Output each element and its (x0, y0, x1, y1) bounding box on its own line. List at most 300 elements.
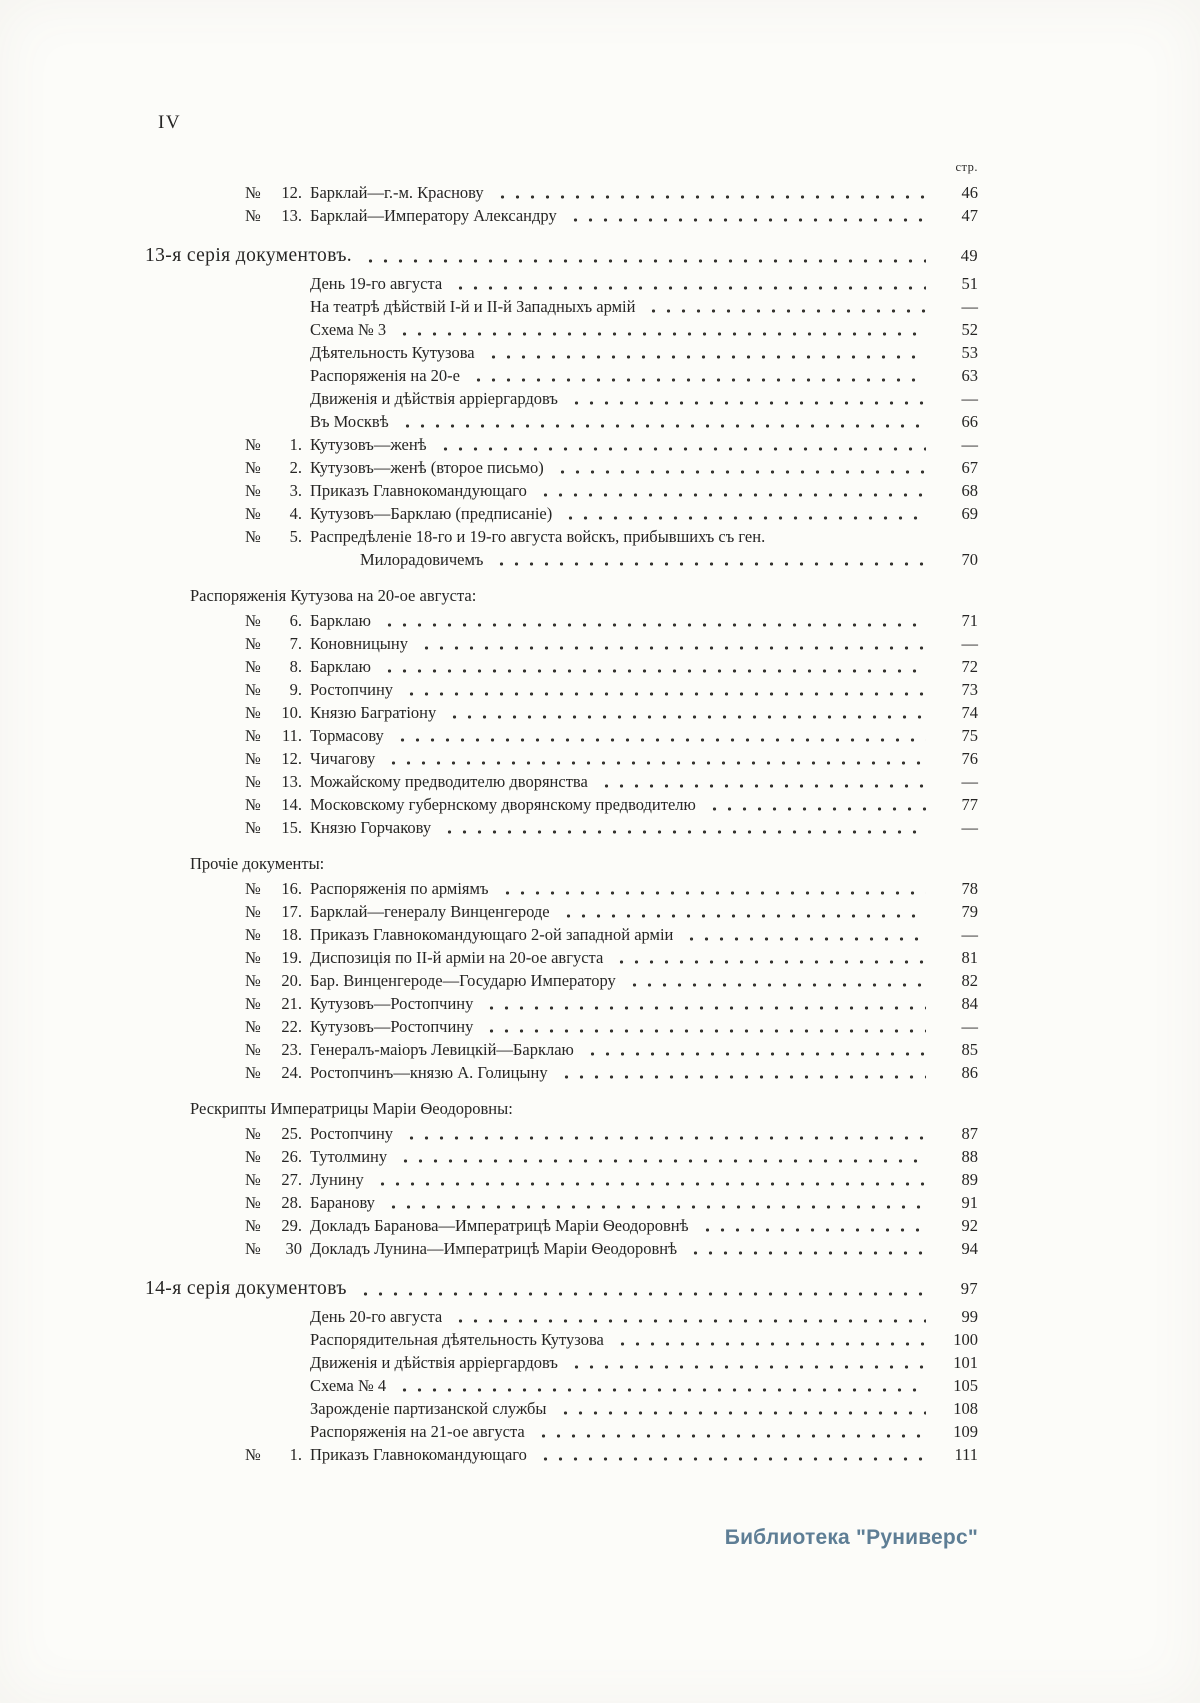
page-number: 49 (960, 246, 978, 265)
toc-entry-row (145, 525, 978, 548)
numero-sign: № (245, 1040, 261, 1059)
toc-entry-row (145, 1015, 978, 1038)
dot-leader (395, 738, 926, 742)
entry-number-value: 19. (281, 948, 302, 967)
toc-entry-row (145, 1214, 978, 1237)
toc-entry-row (145, 724, 978, 747)
toc-entry-row (145, 632, 978, 655)
entry-title-text: Барклаю (310, 611, 371, 630)
page-number: 111 (954, 1445, 978, 1464)
entry-number (245, 1145, 302, 1168)
page-number: 87 (961, 1124, 978, 1143)
entry-number-value: 1. (289, 435, 302, 454)
dot-leader (599, 784, 926, 788)
entry-title-text: Ростопчину (310, 1124, 394, 1143)
entry-title-text: Ростопчинъ—князю А. Голицыну (310, 1063, 548, 1082)
dot-leader (382, 623, 926, 627)
numero-sign: № (245, 749, 261, 768)
toc-entry-row (145, 1168, 978, 1191)
dot-leader (386, 761, 926, 765)
toc-entry-row (145, 1374, 978, 1397)
dot-leader (538, 1457, 926, 1461)
dot-leader (700, 1228, 926, 1232)
numero-sign: № (245, 1017, 261, 1036)
dot-leader (707, 807, 926, 811)
page-number: 85 (961, 1040, 978, 1059)
page-number: 70 (961, 550, 978, 569)
toc-entry-row (145, 1351, 978, 1374)
numero-sign: № (245, 902, 261, 921)
page-number: 97 (960, 1279, 978, 1298)
library-watermark: Библиотека "Руниверс" (724, 1526, 978, 1549)
page-number: 63 (961, 366, 978, 385)
page-number: 92 (961, 1216, 978, 1235)
numero-sign: № (245, 726, 261, 745)
numero-sign: № (245, 1147, 261, 1166)
entry-number (245, 456, 302, 479)
entry-number-value: 7. (289, 634, 302, 653)
entry-number-value: 9. (289, 680, 302, 699)
toc-entry-row (145, 204, 978, 227)
dot-leader (627, 983, 926, 987)
toc-entry-row (145, 410, 978, 433)
group-heading-text: Распоряженія Кутузова на 20-ое августа: (190, 586, 477, 605)
numero-sign: № (245, 948, 261, 967)
page-number: 82 (961, 971, 978, 990)
entry-title-text: Докладъ Баранова—Императрицѣ Маріи Ѳеодоровнѣ (310, 1216, 689, 1235)
numero-sign: № (245, 481, 261, 500)
dot-leader (397, 1388, 926, 1392)
entry-number (245, 502, 302, 525)
page-number: 79 (961, 902, 978, 921)
dot-leader (484, 1006, 926, 1010)
numero-sign: № (245, 206, 261, 225)
page-number: 47 (961, 206, 978, 225)
numero-sign: № (245, 435, 261, 454)
entry-number (245, 1015, 302, 1038)
entry-title-text: Генералъ-маіоръ Левицкій—Барклаю (310, 1040, 574, 1059)
entry-number (245, 655, 302, 678)
page-number: 99 (961, 1307, 978, 1326)
page-number: 51 (961, 274, 978, 293)
entry-title-text: Кутузовъ—Ростопчину (310, 994, 474, 1013)
dot-leader (538, 493, 926, 497)
toc-entry-row (145, 1237, 978, 1260)
dot-leader (561, 914, 926, 918)
numero-sign: № (245, 818, 261, 837)
entry-number (245, 632, 302, 655)
entry-number (245, 877, 302, 900)
page-number: — (961, 297, 978, 316)
entry-title-text: Барклай—г.-м. Краснову (310, 183, 484, 202)
entry-title-text: Приказъ Главнокомандующаго (310, 481, 527, 500)
dot-leader (500, 891, 927, 895)
page-number: — (961, 634, 978, 653)
dot-leader (404, 1136, 926, 1140)
toc-entry-row (145, 318, 978, 341)
toc-group-heading-row (145, 1097, 978, 1120)
toc-entry-row (145, 1145, 978, 1168)
dot-leader (397, 332, 926, 336)
dot-leader (375, 1182, 926, 1186)
toc-entry-row (145, 479, 978, 502)
dot-leader (471, 378, 926, 382)
entry-number-value: 13. (281, 206, 302, 225)
toc-entry-row (145, 655, 978, 678)
entry-title-text: Чичагову (310, 749, 376, 768)
toc-entry-row (145, 364, 978, 387)
entry-number-value: 25. (281, 1124, 302, 1143)
numero-sign: № (245, 1445, 261, 1464)
entry-title-text: Московскому губернскому дворянскому предводителю (310, 795, 696, 814)
page-column-header-row (145, 160, 978, 175)
dot-leader (688, 1251, 926, 1255)
entry-title-text: Кутузовъ—Барклаю (предписаніе) (310, 504, 553, 523)
toc-entry-row (145, 1191, 978, 1214)
entry-number (245, 1122, 302, 1145)
toc-entry-row (145, 609, 978, 632)
entry-number (245, 433, 302, 456)
entry-number-value: 13. (281, 772, 302, 791)
numero-sign: № (245, 1170, 261, 1189)
entry-title-text: Диспозиція по II-й арміи на 20-ое августа (310, 948, 604, 967)
entry-title-text: Распоряженія на 21-ое августа (310, 1422, 525, 1441)
entry-number-value: 6. (289, 611, 302, 630)
page-number: — (961, 435, 978, 454)
entry-number-value: 4. (289, 504, 302, 523)
numero-sign: № (245, 504, 261, 523)
entry-number (245, 724, 302, 747)
numero-sign: № (245, 1124, 261, 1143)
entry-number (245, 609, 302, 632)
entry-title-text: Приказъ Главнокомандующаго 2-ой западной арміи (310, 925, 674, 944)
numero-sign: № (245, 1216, 261, 1235)
entry-title-text: Бар. Винценгероде—Государю Императору (310, 971, 616, 990)
page-number: 69 (961, 504, 978, 523)
entry-number (245, 479, 302, 502)
toc-group-heading-row (145, 584, 978, 607)
numero-sign: № (245, 527, 261, 546)
toc-entry-row (145, 877, 978, 900)
entry-title-text: Распорядительная дѣятельность Кутузова (310, 1330, 604, 1349)
entry-title-text: Барклаю (310, 657, 371, 676)
entry-number-value: 21. (281, 994, 302, 1013)
entry-number-value: 29. (281, 1216, 302, 1235)
section-title-text: 14-я серія документовъ (145, 1278, 347, 1299)
entry-number (245, 1191, 302, 1214)
entry-number-value: 15. (281, 818, 302, 837)
page-number: 74 (961, 703, 978, 722)
entry-title-text: Движенія и дѣйствія арріергардовъ (310, 1353, 558, 1372)
dot-leader (536, 1434, 926, 1438)
page-number: — (961, 1017, 978, 1036)
toc-entry-row (145, 456, 978, 479)
toc-entry-row (145, 295, 978, 318)
entry-title-text: Дѣятельность Кутузова (310, 343, 475, 362)
dot-leader (569, 401, 926, 405)
entry-number-value: 26. (281, 1147, 302, 1166)
numero-sign: № (245, 634, 261, 653)
toc-entry-row (145, 701, 978, 724)
dot-leader (363, 259, 926, 263)
toc-section-row (145, 242, 978, 269)
numero-sign: № (245, 183, 261, 202)
dot-leader (555, 470, 926, 474)
dot-leader (486, 355, 926, 359)
entry-title-text: Барклай—генералу Винценгероде (310, 902, 550, 921)
dot-leader (382, 669, 926, 673)
toc-entry-row (145, 1328, 978, 1351)
entry-number-value: 20. (281, 971, 302, 990)
page-number: 75 (961, 726, 978, 745)
page-number: 72 (961, 657, 978, 676)
dot-leader (358, 1292, 926, 1296)
page-number: 94 (961, 1239, 978, 1258)
entry-number (245, 900, 302, 923)
entry-number (245, 946, 302, 969)
toc-entry-row (145, 816, 978, 839)
page-number: 101 (953, 1353, 978, 1372)
entry-title-text: Въ Москвѣ (310, 412, 389, 431)
page-number: 68 (961, 481, 978, 500)
entry-title-text: Движенія и дѣйствія арріергардовъ (310, 389, 558, 408)
entry-title-text: Барклай—Императору Александру (310, 206, 557, 225)
entry-number-value: 18. (281, 925, 302, 944)
entry-number-value: 30 (285, 1239, 302, 1258)
entry-number-value: 28. (281, 1193, 302, 1212)
page-number: 86 (961, 1063, 978, 1082)
numero-sign: № (245, 1239, 261, 1258)
dot-leader (615, 1342, 926, 1346)
entry-number-value: 23. (281, 1040, 302, 1059)
dot-leader (558, 1411, 926, 1415)
section-title-text: 13-я серія документовъ. (145, 245, 353, 266)
entry-number-value: 22. (281, 1017, 302, 1036)
entry-title-text: Схема № 4 (310, 1376, 387, 1395)
dot-leader (585, 1052, 926, 1056)
toc-rows (145, 181, 978, 1466)
dot-leader (453, 1319, 926, 1323)
dot-leader (438, 447, 926, 451)
numero-sign: № (245, 971, 261, 990)
page-number: — (961, 818, 978, 837)
toc-entry-row (145, 341, 978, 364)
page-number: 46 (961, 183, 978, 202)
page-number: 88 (961, 1147, 978, 1166)
entry-number (245, 701, 302, 724)
page-number: 77 (961, 795, 978, 814)
dot-leader (563, 516, 926, 520)
toc-section-row (145, 1275, 978, 1302)
toc-entry-row (145, 387, 978, 410)
dot-leader (404, 692, 926, 696)
entry-number (245, 747, 302, 770)
group-heading-text: Рескрипты Императрицы Маріи Ѳеодоровны: (190, 1099, 513, 1118)
toc-entry-row (145, 992, 978, 1015)
numero-sign: № (245, 795, 261, 814)
entry-number-value: 17. (281, 902, 302, 921)
dot-leader (559, 1075, 926, 1079)
entry-title-text: Приказъ Главнокомандующаго (310, 1445, 527, 1464)
numero-sign: № (245, 994, 261, 1013)
toc-entry-row (145, 1061, 978, 1084)
entry-number-value: 11. (281, 726, 302, 745)
entry-title-text: Лунину (310, 1170, 364, 1189)
table-of-contents (145, 160, 978, 1466)
numero-sign: № (245, 1063, 261, 1082)
dot-leader (484, 1029, 926, 1033)
dot-leader (614, 960, 926, 964)
entry-number (245, 1061, 302, 1084)
page-number: 84 (961, 994, 978, 1013)
toc-entry-row (145, 272, 978, 295)
entry-number-value: 1. (289, 1445, 302, 1464)
toc-entry-row (145, 181, 978, 204)
entry-number-value: 24. (281, 1063, 302, 1082)
entry-title-text: Ростопчину (310, 680, 394, 699)
page-number: 52 (961, 320, 978, 339)
toc-entry-row (145, 433, 978, 456)
toc-entry-row (145, 1397, 978, 1420)
entry-number (245, 992, 302, 1015)
numero-sign: № (245, 611, 261, 630)
entry-number-value: 12. (281, 183, 302, 202)
entry-number-value: 10. (281, 703, 302, 722)
toc-entry-row (145, 770, 978, 793)
numero-sign: № (245, 657, 261, 676)
toc-entry-row (145, 1305, 978, 1328)
entry-title-text: Баранову (310, 1193, 375, 1212)
entry-number-value: 14. (281, 795, 302, 814)
numero-sign: № (245, 879, 261, 898)
entry-number (245, 969, 302, 992)
numero-sign: № (245, 925, 261, 944)
entry-title-text: Можайскому предводителю дворянства (310, 772, 588, 791)
dot-leader (447, 715, 926, 719)
entry-number-value: 5. (289, 527, 302, 546)
dot-leader (495, 195, 926, 199)
numero-sign: № (245, 680, 261, 699)
numero-sign: № (245, 703, 261, 722)
entry-number (245, 204, 302, 227)
numero-sign: № (245, 772, 261, 791)
toc-entry-row (145, 969, 978, 992)
toc-entry-continuation-row (145, 548, 978, 571)
page-number: 91 (961, 1193, 978, 1212)
page-folio-number: IV (158, 112, 182, 133)
toc-entry-row (145, 747, 978, 770)
entry-title-text: Князю Горчакову (310, 818, 432, 837)
entry-title-text: Милорадовичемъ (360, 550, 484, 569)
toc-entry-row (145, 1443, 978, 1466)
dot-leader (568, 218, 926, 222)
entry-number (245, 525, 302, 548)
entry-number-value: 2. (289, 458, 302, 477)
entry-title-text: Тормасову (310, 726, 384, 745)
toc-entry-row (145, 793, 978, 816)
entry-title-text: Схема № 3 (310, 320, 387, 339)
numero-sign: № (245, 1193, 261, 1212)
entry-title-text: День 20-го августа (310, 1307, 443, 1326)
entry-title-text: Кутузовъ—Ростопчину (310, 1017, 474, 1036)
entry-number-value: 3. (289, 481, 302, 500)
entry-number-value: 8. (289, 657, 302, 676)
dot-leader (569, 1365, 926, 1369)
group-heading-text: Прочіе документы: (190, 854, 325, 873)
page-number: 89 (961, 1170, 978, 1189)
page-number: — (961, 772, 978, 791)
entry-title-text: На театрѣ дѣйствій I-й и II-й Западныхъ армій (310, 297, 636, 316)
entry-title-text: Докладъ Лунина—Императрицѣ Маріи Ѳеодоровнѣ (310, 1239, 678, 1258)
page-number: 71 (961, 611, 978, 630)
toc-entry-row (145, 1038, 978, 1061)
page-number: 53 (961, 343, 978, 362)
dot-leader (386, 1205, 926, 1209)
dot-leader (419, 646, 926, 650)
dot-leader (400, 424, 926, 428)
page-number: 67 (961, 458, 978, 477)
entry-number (245, 181, 302, 204)
toc-entry-row (145, 923, 978, 946)
entry-number (245, 1214, 302, 1237)
entry-number (245, 816, 302, 839)
entry-title-text: День 19-го августа (310, 274, 443, 293)
entry-title-text: Распоряженія на 20-е (310, 366, 460, 385)
entry-title-text: Кутузовъ—женѣ (второе письмо) (310, 458, 544, 477)
page-number: 105 (953, 1376, 978, 1395)
entry-number (245, 923, 302, 946)
page-number: 78 (961, 879, 978, 898)
page-number: 81 (961, 948, 978, 967)
toc-entry-row (145, 946, 978, 969)
toc-group-heading-row (145, 852, 978, 875)
entry-number (245, 1168, 302, 1191)
dot-leader (453, 286, 926, 290)
entry-title-text: Тутолмину (310, 1147, 388, 1166)
page-number: 73 (961, 680, 978, 699)
entry-title-text: Кутузовъ—женѣ (310, 435, 427, 454)
toc-entry-row (145, 678, 978, 701)
page-number: 100 (953, 1330, 978, 1349)
page-column-header: стр. (955, 160, 978, 174)
entry-title-text: Коновницыну (310, 634, 408, 653)
toc-entry-row (145, 1122, 978, 1145)
toc-entry-row (145, 900, 978, 923)
entry-number (245, 678, 302, 701)
entry-title-text: Князю Багратіону (310, 703, 437, 722)
page-number: — (961, 925, 978, 944)
page-number: 66 (961, 412, 978, 431)
page-number: 108 (953, 1399, 978, 1418)
entry-number (245, 770, 302, 793)
dot-leader (684, 937, 926, 941)
dot-leader (398, 1159, 926, 1163)
entry-number-value: 27. (281, 1170, 302, 1189)
page-number: 76 (961, 749, 978, 768)
dot-leader (494, 562, 926, 566)
page-number: 109 (953, 1422, 978, 1441)
entry-number-value: 16. (281, 879, 302, 898)
entry-number (245, 1038, 302, 1061)
page-number: — (961, 389, 978, 408)
toc-entry-row (145, 502, 978, 525)
entry-title-text: Распоряженія по арміямъ (310, 879, 489, 898)
dot-leader (442, 830, 926, 834)
dot-leader (646, 309, 926, 313)
entry-title-text: Распредѣленіе 18-го и 19-го августа войскъ, прибывшихъ съ ген. (310, 527, 766, 546)
entry-number-value: 12. (281, 749, 302, 768)
entry-title-text: Зарожденіе партизанской службы (310, 1399, 547, 1418)
